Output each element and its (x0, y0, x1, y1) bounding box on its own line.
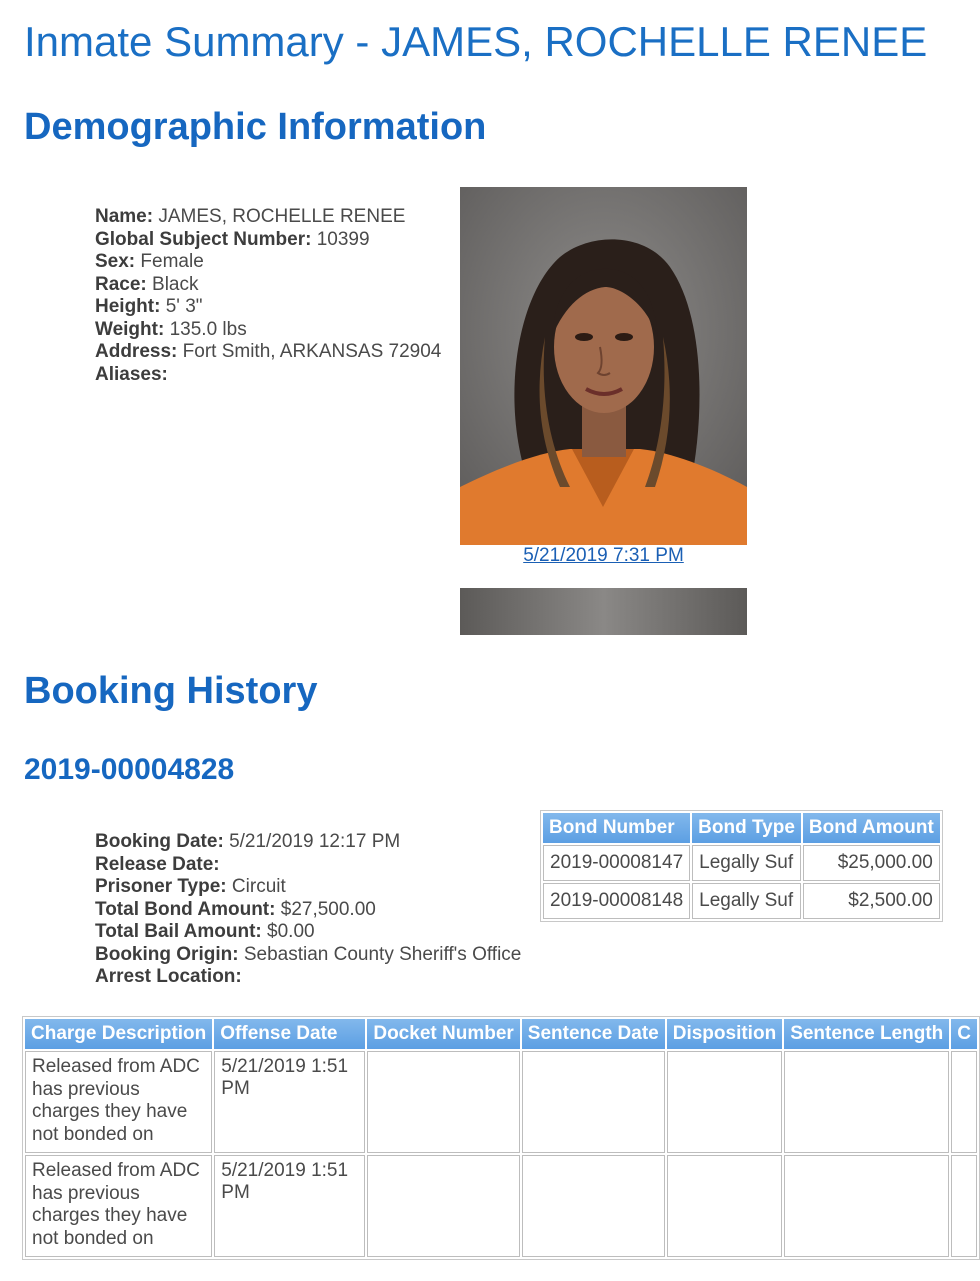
bond-type-cell: Legally Suf (692, 845, 801, 881)
col-offense-date[interactable]: Offense Date (214, 1019, 365, 1049)
docket-number-cell (367, 1051, 519, 1153)
booking-history-heading: Booking History (24, 670, 318, 712)
field-prisoner-type: Prisoner Type: Circuit (95, 876, 286, 897)
col-disposition[interactable]: Disposition (667, 1019, 782, 1049)
offense-date-cell: 5/21/2019 1:51 PM (214, 1155, 365, 1257)
field-weight: Weight: 135.0 lbs (95, 318, 247, 340)
field-height: Height: 5' 3" (95, 296, 203, 317)
col-sentence-date[interactable]: Sentence Date (522, 1019, 665, 1049)
col-c[interactable]: C (951, 1019, 977, 1049)
offense-date-cell: 5/21/2019 1:51 PM (214, 1051, 365, 1153)
secondary-photo[interactable] (460, 588, 747, 635)
disposition-cell (667, 1051, 782, 1153)
field-aliases: Aliases: (95, 363, 168, 385)
col-docket-number[interactable]: Docket Number (367, 1019, 519, 1049)
mugshot-image (460, 187, 747, 545)
table-row (543, 883, 940, 919)
field-name: Name: JAMES, ROCHELLE RENEE (95, 206, 406, 227)
bonds-table (540, 810, 943, 922)
disposition-cell (667, 1155, 782, 1257)
sentence-length-cell (784, 1155, 949, 1257)
demographic-info-list (95, 206, 441, 386)
sentence-date-cell (522, 1051, 665, 1153)
bond-number-cell: 2019-00008148 (543, 883, 690, 919)
mugshot-photo[interactable] (460, 187, 747, 545)
charge-description-cell: Released from ADC has previous charges they have not bonded on (25, 1051, 212, 1153)
table-row (25, 1155, 977, 1257)
field-booking-origin: Booking Origin: Sebastian County Sheriff's Office (95, 943, 522, 965)
sentence-length-cell (784, 1051, 949, 1153)
charges-header-row (25, 1019, 977, 1049)
field-total-bail-amount: Total Bail Amount: $0.00 (95, 921, 315, 942)
bond-amount-cell: $2,500.00 (803, 883, 940, 919)
sentence-date-cell (522, 1155, 665, 1257)
photo-date-link[interactable]: 5/21/2019 7:31 PM (523, 545, 684, 566)
charge-description-cell: Released from ADC has previous charges they have not bonded on (25, 1155, 212, 1257)
field-release-date: Release Date: (95, 853, 220, 875)
bond-type-cell: Legally Suf (692, 883, 801, 919)
demographic-heading: Demographic Information (24, 106, 487, 148)
charges-table (22, 1016, 980, 1260)
field-race: Race: Black (95, 273, 199, 295)
page-title: Inmate Summary - JAMES, ROCHELLE RENEE (24, 18, 928, 65)
field-global-subject-number: Global Subject Number: 10399 (95, 228, 370, 250)
bond-amount-cell: $25,000.00 (803, 845, 940, 881)
col-charge-description[interactable]: Charge Description (25, 1019, 212, 1049)
field-booking-date: Booking Date: 5/21/2019 12:17 PM (95, 831, 401, 852)
docket-number-cell (367, 1155, 519, 1257)
col-bond-number[interactable]: Bond Number (543, 813, 690, 843)
field-arrest-location: Arrest Location: (95, 966, 242, 987)
col-bond-amount[interactable]: Bond Amount (803, 813, 940, 843)
c-cell (951, 1155, 977, 1257)
booking-number: 2019-00004828 (24, 753, 235, 786)
bond-number-cell: 2019-00008147 (543, 845, 690, 881)
col-sentence-length[interactable]: Sentence Length (784, 1019, 949, 1049)
field-address: Address: Fort Smith, ARKANSAS 72904 (95, 341, 442, 362)
field-sex: Sex: Female (95, 251, 204, 272)
field-total-bond-amount: Total Bond Amount: $27,500.00 (95, 898, 376, 920)
c-cell (951, 1051, 977, 1153)
table-row (543, 845, 940, 881)
table-row (25, 1051, 977, 1153)
booking-info-list (95, 831, 521, 989)
bonds-header-row (543, 813, 940, 843)
col-bond-type[interactable]: Bond Type (692, 813, 801, 843)
